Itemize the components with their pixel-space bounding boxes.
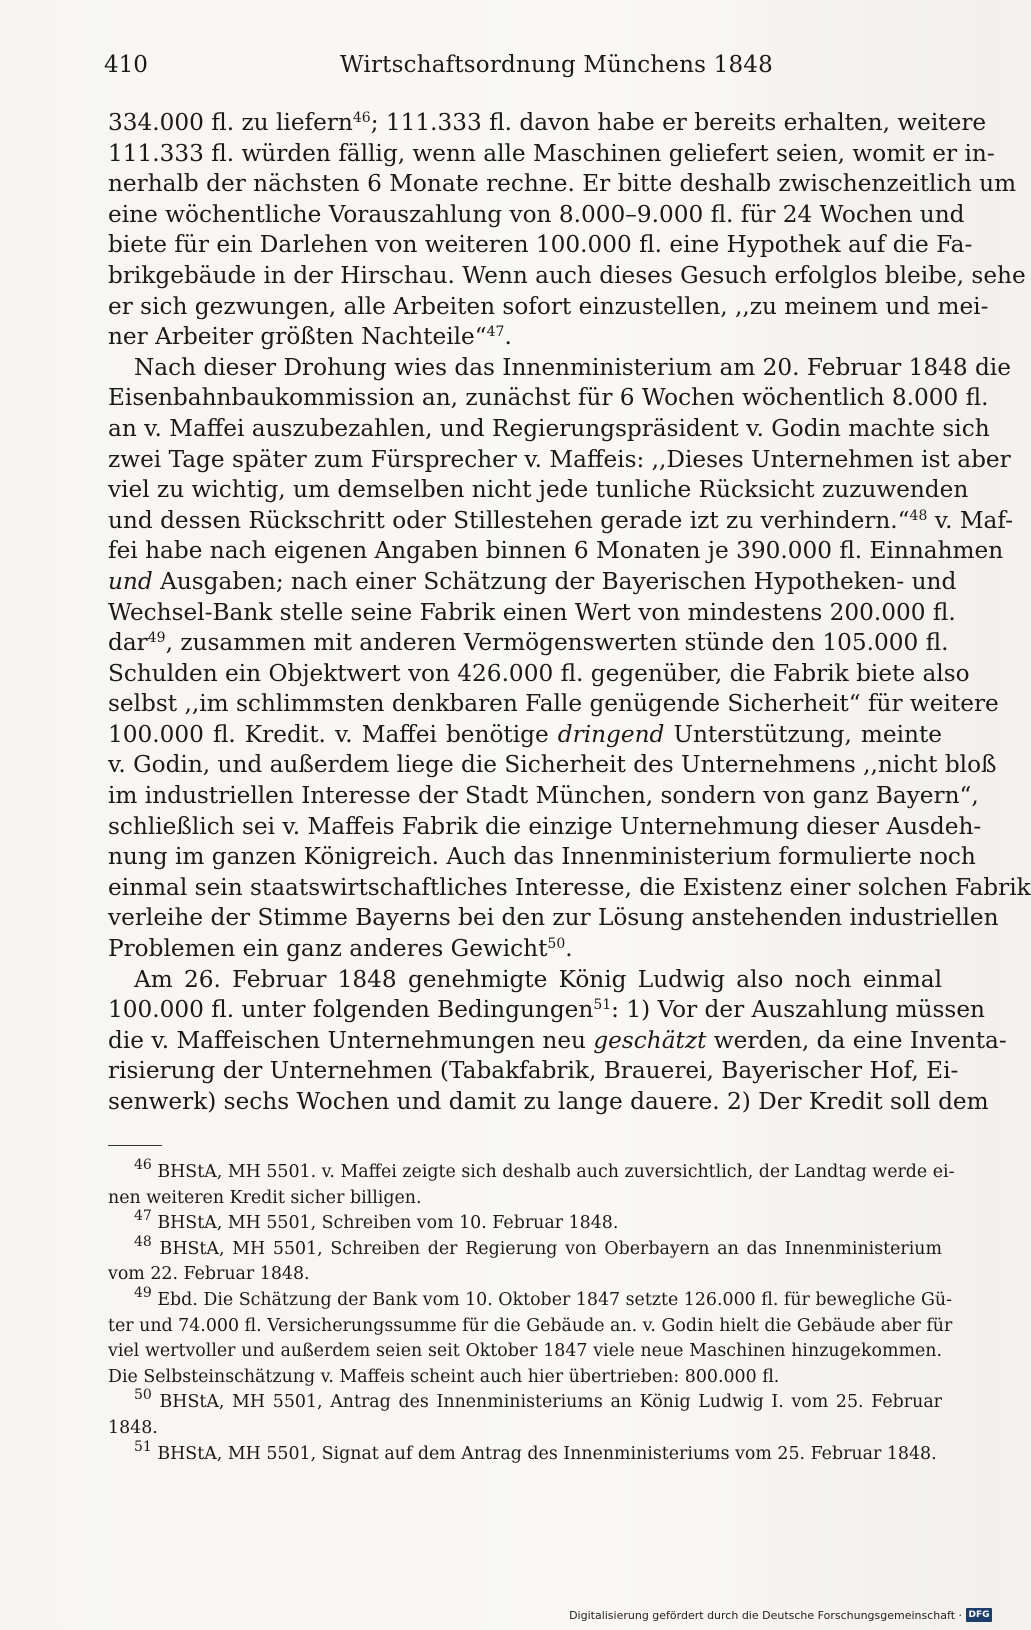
text-line bbox=[108, 720, 942, 751]
text-run: 111.333 fl. würden fällig, wenn alle Maschinen geliefert seien, womit er in- bbox=[108, 139, 995, 167]
text-run: BHStA, MH 5501, Schreiben der Regierung von Oberbayern an das Innenministerium bbox=[151, 1238, 942, 1259]
text-run: brikgebäude in der Hirschau. Wenn auch dieses Gesuch erfolglos bleibe, sehe bbox=[108, 261, 1026, 289]
text-line bbox=[108, 353, 1011, 384]
text-line bbox=[108, 567, 957, 598]
text-run: senwerk) sechs Wochen und damit zu lange dauere. 2) Der Kredit soll dem bbox=[108, 1088, 989, 1115]
footnote-marker: 46 bbox=[134, 1157, 152, 1173]
text-run: viel wertvoller und außerdem seien seit Oktober 1847 viele neue Maschinen hinzugekommen. bbox=[108, 1341, 942, 1362]
text-line bbox=[108, 230, 973, 261]
text-run: dar bbox=[108, 629, 148, 657]
text-line bbox=[108, 200, 965, 231]
text-run: ; 111.333 fl. davon habe er bereits erhalten, weitere bbox=[370, 109, 987, 136]
digitization-footer bbox=[569, 1606, 992, 1624]
footnote-marker: 46 bbox=[352, 110, 371, 126]
text-run: v. Maf- bbox=[927, 506, 1013, 534]
text-run: BHStA, MH 5501. v. Maffei zeigte sich deshalb auch zuversichtlich, der Landtag werde ei- bbox=[151, 1162, 955, 1182]
text-run: Am 26. Februar 1848 genehmigte König Ludwig also noch einmal bbox=[134, 965, 942, 993]
text-line bbox=[108, 659, 970, 690]
page-number: 410 bbox=[104, 52, 148, 78]
text-run: : 1) Vor der Auszahlung müssen bbox=[611, 996, 985, 1024]
text-line bbox=[108, 689, 999, 720]
text-line bbox=[108, 934, 942, 965]
text-line bbox=[108, 383, 989, 414]
footnote-line bbox=[108, 1284, 952, 1314]
text-run: 334.000 fl. zu liefern bbox=[108, 109, 353, 136]
footnote-line bbox=[108, 1233, 942, 1263]
text-line bbox=[108, 139, 995, 170]
text-line bbox=[108, 781, 979, 812]
text-line bbox=[108, 628, 949, 659]
text-run: Unterstützung, meinte bbox=[664, 720, 942, 748]
italic-text: geschätzt bbox=[593, 1026, 707, 1054]
text-run: fei habe nach eigenen Angaben binnen 6 Monaten je 390.000 fl. Einnahmen bbox=[108, 537, 1004, 565]
text-line bbox=[108, 1056, 959, 1087]
text-run: Schulden ein Objektwert von 426.000 fl. gegenüber, die Fabrik biete also bbox=[108, 659, 970, 687]
footnote-marker: 47 bbox=[486, 324, 505, 341]
text-run: ner Arbeiter größten Nachteile“ bbox=[108, 323, 487, 351]
text-run: risierung der Unternehmen (Tabakfabrik, Brauerei, Bayerischer Hof, Ei- bbox=[108, 1057, 959, 1085]
footnote-line bbox=[108, 1416, 942, 1442]
text-run: 100.000 fl. unter folgenden Bedingungen bbox=[108, 996, 594, 1024]
footnote-line bbox=[108, 1365, 942, 1391]
text-run: selbst ,,im schlimmsten denkbaren Falle genügende Sicherheit“ für weitere bbox=[108, 690, 999, 718]
text-line bbox=[108, 536, 1004, 567]
text-line bbox=[108, 108, 987, 139]
footnote-marker: 51 bbox=[134, 1438, 152, 1455]
text-run: er sich gezwungen, alle Arbeiten sofort einzustellen, ,,zu meinem und mei- bbox=[108, 292, 989, 320]
text-run: Nach dieser Drohung wies das Innenministerium am 20. Februar 1848 die bbox=[134, 353, 1011, 381]
text-line bbox=[108, 1087, 989, 1118]
main-text bbox=[108, 108, 1031, 1118]
footnote-line bbox=[108, 1262, 942, 1288]
text-run: Problemen ein ganz anderes Gewicht bbox=[108, 935, 548, 963]
text-run: zwei Tage später zum Fürsprecher v. Maffeis: ,,Dieses Unternehmen ist aber bbox=[108, 445, 1011, 473]
text-run: nung im ganzen Königreich. Auch das Innenministerium formulierte noch bbox=[108, 843, 976, 871]
footnotes bbox=[108, 1157, 955, 1467]
text-line bbox=[108, 965, 942, 996]
text-line bbox=[108, 598, 956, 629]
text-run: 100.000 fl. Kredit. v. Maffei benötige bbox=[108, 720, 558, 748]
text-line bbox=[108, 995, 985, 1026]
footnote-marker: 47 bbox=[134, 1208, 152, 1225]
text-run: an v. Maffei auszubezahlen, und Regierungspräsident v. Godin machte sich bbox=[108, 414, 990, 442]
footnote-marker: 49 bbox=[134, 1284, 152, 1301]
text-line bbox=[108, 169, 1017, 200]
text-run: . bbox=[504, 323, 512, 351]
running-title: Wirtschaftsordnung Münchens 1848 bbox=[340, 52, 773, 78]
text-line bbox=[108, 873, 1031, 904]
italic-text: und bbox=[108, 567, 153, 595]
text-run: die v. Maffeischen Unternehmungen neu bbox=[108, 1026, 594, 1054]
text-line bbox=[108, 842, 976, 873]
text-run: v. Godin, und außerdem liege die Sicherheit des Unternehmens ,,nicht bloß bbox=[108, 751, 997, 779]
text-line bbox=[108, 1026, 1007, 1057]
text-line bbox=[108, 475, 969, 506]
text-run: 1848. bbox=[108, 1417, 158, 1438]
text-run: vom 22. Februar 1848. bbox=[108, 1264, 310, 1285]
text-line bbox=[108, 750, 997, 781]
footnote-marker: 50 bbox=[134, 1387, 152, 1404]
footnote-line bbox=[108, 1314, 953, 1340]
footnote-line bbox=[108, 1208, 942, 1237]
footnote-marker: 48 bbox=[909, 507, 928, 524]
footnote-line bbox=[108, 1387, 942, 1416]
text-line bbox=[108, 261, 1026, 292]
text-run: ter und 74.000 fl. Versicherungssumme für die Gebäude an. v. Godin hielt die Gebäude aber für bbox=[108, 1315, 953, 1336]
text-run: biete für ein Darlehen von weiteren 100.000 fl. eine Hypothek auf die Fa- bbox=[108, 231, 973, 259]
text-run: BHStA, MH 5501, Schreiben vom 10. Februar 1848. bbox=[151, 1213, 619, 1234]
text-run: Ausgaben; nach einer Schätzung der Bayerischen Hypotheken- und bbox=[152, 567, 957, 595]
dfg-logo: DFG bbox=[966, 1608, 992, 1622]
text-line bbox=[108, 445, 1011, 476]
italic-text: dringend bbox=[557, 720, 665, 748]
footnote-line bbox=[108, 1186, 942, 1212]
text-run: und dessen Rückschritt oder Stillestehen gerade izt zu verhindern.“ bbox=[108, 506, 910, 534]
footnote-line bbox=[108, 1157, 955, 1186]
text-run: verleihe der Stimme Bayerns bei den zur Lösung anstehenden industriellen bbox=[108, 904, 999, 932]
text-run: schließlich sei v. Maffeis Fabrik die einzige Unternehmung dieser Ausdeh- bbox=[108, 812, 982, 840]
text-run: einmal sein staatswirtschaftliches Interesse, die Existenz einer solchen Fabrik bbox=[108, 873, 1031, 901]
text-run: . bbox=[565, 935, 573, 963]
text-line bbox=[108, 903, 999, 934]
footnote-rule bbox=[108, 1145, 162, 1146]
running-header bbox=[104, 52, 942, 88]
text-run: Eisenbahnbaukommission an, zunächst für 6 Wochen wöchentlich 8.000 fl. bbox=[108, 384, 989, 412]
text-run: BHStA, MH 5501, Antrag des Innenministeriums an König Ludwig I. vom 25. Februar bbox=[151, 1392, 942, 1413]
footnote-marker: 49 bbox=[147, 630, 166, 647]
text-run: werden, da eine Inventa- bbox=[706, 1026, 1007, 1054]
footnote-marker: 50 bbox=[547, 936, 566, 953]
footnote-line bbox=[108, 1438, 942, 1468]
footer-text: Digitalisierung gefördert durch die Deutsche Forschungsgemeinschaft · bbox=[569, 1608, 962, 1622]
text-line bbox=[108, 292, 989, 323]
text-run: , zusammen mit anderen Vermögenswerten stünde den 105.000 fl. bbox=[165, 629, 949, 657]
text-run: viel zu wichtig, um demselben nicht jede tunliche Rücksicht zuzuwenden bbox=[108, 476, 969, 504]
text-run: Ebd. Die Schätzung der Bank vom 10. Oktober 1847 setzte 126.000 fl. für bewegliche Gü- bbox=[151, 1289, 952, 1310]
footnote-marker: 48 bbox=[134, 1233, 152, 1250]
text-line bbox=[108, 812, 982, 843]
text-line bbox=[108, 322, 942, 353]
footnote-marker: 51 bbox=[593, 997, 612, 1014]
text-run: nen weiteren Kredit sicher billigen. bbox=[108, 1187, 422, 1208]
text-line bbox=[108, 506, 1013, 537]
text-run: Die Selbsteinschätzung v. Maffeis scheint auch hier übertrieben: 800.000 fl. bbox=[108, 1366, 780, 1387]
text-run: Wechsel-Bank stelle seine Fabrik einen Wert von mindestens 200.000 fl. bbox=[108, 598, 956, 626]
text-line bbox=[108, 414, 990, 445]
footnote-line bbox=[108, 1339, 942, 1365]
text-run: nerhalb der nächsten 6 Monate rechne. Er bitte deshalb zwischenzeitlich um bbox=[108, 170, 1017, 198]
text-run: eine wöchentliche Vorauszahlung von 8.000–9.000 fl. für 24 Wochen und bbox=[108, 200, 965, 228]
text-run: BHStA, MH 5501, Signat auf dem Antrag des Innenministeriums vom 25. Februar 1848. bbox=[151, 1443, 937, 1464]
text-run: im industriellen Interesse der Stadt München, sondern von ganz Bayern“, bbox=[108, 782, 979, 810]
